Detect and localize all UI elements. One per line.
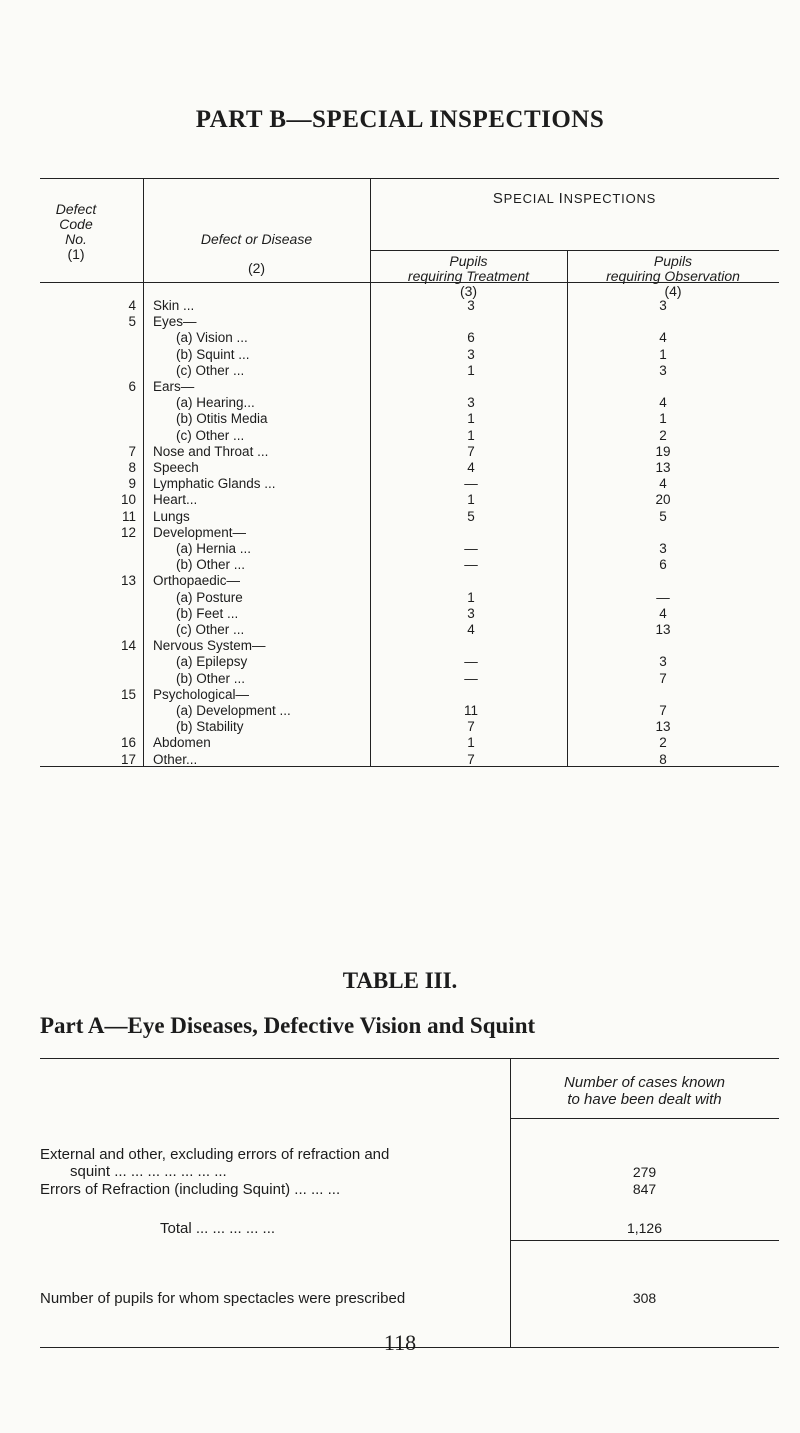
table-row (40, 509, 779, 525)
row-treatment-count: 3 (467, 346, 475, 362)
row-label: Development— (153, 524, 247, 540)
table-row (40, 314, 779, 330)
table-row (40, 411, 779, 427)
row-label: Ears— (153, 379, 195, 394)
table-row (40, 444, 779, 460)
col-header-defect-disease: Defect or Disease (2) (200, 231, 313, 276)
table-iii-subtitle: Part A—Eye Diseases, Defective Vision and Squint (40, 1013, 536, 1038)
row-treatment-count: 7 (467, 751, 475, 767)
group-header-special-inspections: SPECIAL INSPECTIONS (492, 190, 657, 207)
row-code: 12 (120, 524, 136, 540)
row-label: Nose and Throat ... (153, 443, 269, 459)
row-label: Lungs (153, 508, 190, 524)
row-code: 6 (128, 379, 136, 394)
row-label: (c) Other ... (176, 622, 245, 637)
row-observation-count: 13 (655, 719, 671, 735)
table-row (40, 395, 779, 411)
table-row (40, 622, 779, 638)
row-label: (b) Otitis Media (176, 411, 268, 427)
row-treatment-count: 3 (467, 298, 475, 313)
row-observation-count: 2 (659, 427, 667, 443)
row-code: 13 (120, 573, 136, 589)
row-code: 7 (128, 443, 136, 459)
table-top-rule (40, 178, 779, 179)
row-treatment-count: 1 (467, 362, 475, 378)
t3-col-header: Number of cases known to have been dealt with (564, 1074, 725, 1108)
row-treatment-count: 11 (463, 703, 478, 718)
row-code: 5 (128, 314, 136, 330)
row-treatment-count: 1 (467, 411, 475, 427)
row-treatment-count: 3 (467, 605, 475, 621)
eye-diseases-table (40, 1058, 779, 1433)
row-code: 10 (120, 492, 136, 508)
col-header-treatment: Pupils requiring Treatment (3) (407, 253, 530, 299)
row-treatment-count: 7 (467, 719, 475, 735)
row-treatment-count: 1 (467, 589, 475, 605)
row-observation-count: 7 (659, 703, 667, 718)
table-row (40, 606, 779, 622)
row-label: (a) Posture (176, 589, 243, 605)
row-code: 15 (120, 686, 136, 702)
table-row (40, 573, 779, 589)
t3-spectacles-value: 308 (632, 1290, 657, 1306)
row-treatment-count: 1 (467, 492, 475, 508)
t3-row-external-line1: External and other, excluding errors of refraction and (40, 1146, 390, 1163)
col-header-observation: Pupils requiring Observation (4) (606, 253, 740, 299)
row-observation-count: 8 (659, 751, 667, 767)
row-observation-count: 7 (659, 670, 667, 686)
row-label: (c) Other ... (176, 427, 245, 443)
table-row (40, 428, 779, 444)
row-observation-count: 4 (659, 605, 667, 621)
row-treatment-count: — (464, 476, 478, 492)
row-code: 16 (120, 735, 136, 751)
table-row (40, 525, 779, 541)
row-treatment-count: 3 (467, 395, 475, 411)
row-label: (b) Other ... (176, 557, 246, 573)
row-observation-count: — (656, 589, 670, 605)
table-row (40, 492, 779, 508)
row-observation-count: 3 (659, 541, 667, 556)
row-label: (b) Other ... (176, 670, 246, 686)
row-label: (b) Feet ... (176, 605, 239, 621)
table-row (40, 379, 779, 395)
table-row (40, 638, 779, 654)
t3-row-external-line2: squint ... ... ... ... ... ... ... (70, 1163, 227, 1180)
special-inspections-table (40, 178, 779, 768)
row-label: Speech (153, 460, 199, 475)
row-treatment-count: 4 (467, 460, 475, 475)
page-title: PART B—SPECIAL INSPECTIONS (195, 106, 605, 133)
row-treatment-count: — (464, 654, 478, 670)
row-label: Lymphatic Glands ... (153, 476, 276, 492)
row-observation-count: 3 (659, 362, 667, 378)
row-observation-count: 13 (655, 460, 671, 475)
row-code: 11 (121, 508, 136, 524)
table-row (40, 557, 779, 573)
t3-spectacles-label: Number of pupils for whom spectacles were prescribed (40, 1290, 406, 1307)
row-label: Orthopaedic— (153, 573, 241, 589)
row-label: Skin ... (153, 298, 195, 313)
table-row (40, 330, 779, 346)
row-treatment-count: — (464, 670, 478, 686)
row-code: 14 (120, 638, 136, 654)
row-code: 9 (128, 476, 136, 492)
row-observation-count: 2 (659, 735, 667, 751)
row-observation-count: 3 (659, 654, 667, 670)
row-code: 17 (120, 751, 136, 767)
row-label: (a) Development ... (176, 703, 291, 718)
row-code: 4 (128, 298, 136, 313)
table-row (40, 347, 779, 363)
row-observation-count: 1 (659, 411, 667, 427)
row-label: (a) Epilepsy (176, 654, 248, 670)
table-row (40, 687, 779, 703)
table-row (40, 298, 779, 314)
table-row (40, 752, 779, 768)
row-observation-count: 6 (659, 557, 667, 573)
row-observation-count: 19 (655, 443, 671, 459)
t3-total-rule (510, 1240, 779, 1241)
page-number: 118 (383, 1330, 417, 1355)
row-label: (b) Stability (176, 719, 244, 735)
col-header-defect-code: Defect Code No. (1) (55, 201, 97, 262)
t3-header-rule (510, 1118, 779, 1119)
table-iii-title: TABLE III. (342, 968, 458, 993)
row-observation-count: 20 (655, 492, 671, 508)
row-observation-count: 3 (659, 298, 667, 313)
row-observation-count: 4 (659, 395, 667, 411)
row-treatment-count: 1 (467, 427, 475, 443)
row-observation-count: 4 (659, 476, 667, 492)
t3-value-refraction: 847 (632, 1181, 657, 1197)
t3-top-rule (40, 1058, 779, 1059)
table-row (40, 671, 779, 687)
table-row (40, 654, 779, 670)
row-label: Other... (153, 751, 198, 767)
row-label: (c) Other ... (176, 362, 245, 378)
row-label: Nervous System— (153, 638, 266, 654)
row-label: Abdomen (153, 735, 211, 751)
row-treatment-count: — (464, 557, 478, 573)
table-row (40, 735, 779, 751)
t3-total-value: 1,126 (626, 1220, 663, 1236)
row-treatment-count: 4 (467, 622, 475, 637)
table-row (40, 476, 779, 492)
row-observation-count: 13 (655, 622, 671, 637)
row-observation-count: 4 (659, 330, 667, 346)
row-label: (a) Hearing... (176, 395, 255, 411)
t3-row-refraction: Errors of Refraction (including Squint) ... ... ... (40, 1181, 341, 1198)
table-row (40, 703, 779, 719)
table-row (40, 460, 779, 476)
row-label: Heart... (153, 492, 198, 508)
row-treatment-count: 5 (467, 508, 475, 524)
row-treatment-count: — (464, 541, 478, 556)
table-row (40, 719, 779, 735)
row-code: 8 (128, 460, 136, 475)
row-label: Eyes— (153, 314, 197, 330)
row-label: (a) Hernia ... (176, 541, 252, 556)
row-label: Psychological— (153, 686, 250, 702)
row-observation-count: 5 (659, 508, 667, 524)
row-treatment-count: 7 (467, 443, 475, 459)
table-row (40, 363, 779, 379)
table-row (40, 590, 779, 606)
row-label: (a) Vision ... (176, 330, 248, 346)
table-row (40, 541, 779, 557)
t3-value-external: 279 (632, 1164, 657, 1180)
row-treatment-count: 1 (467, 735, 475, 751)
row-label: (b) Squint ... (176, 346, 250, 362)
t3-total-label: Total ... ... ... ... ... (160, 1220, 276, 1237)
row-treatment-count: 6 (467, 330, 475, 346)
row-observation-count: 1 (659, 346, 667, 362)
group-header-rule (370, 250, 779, 251)
